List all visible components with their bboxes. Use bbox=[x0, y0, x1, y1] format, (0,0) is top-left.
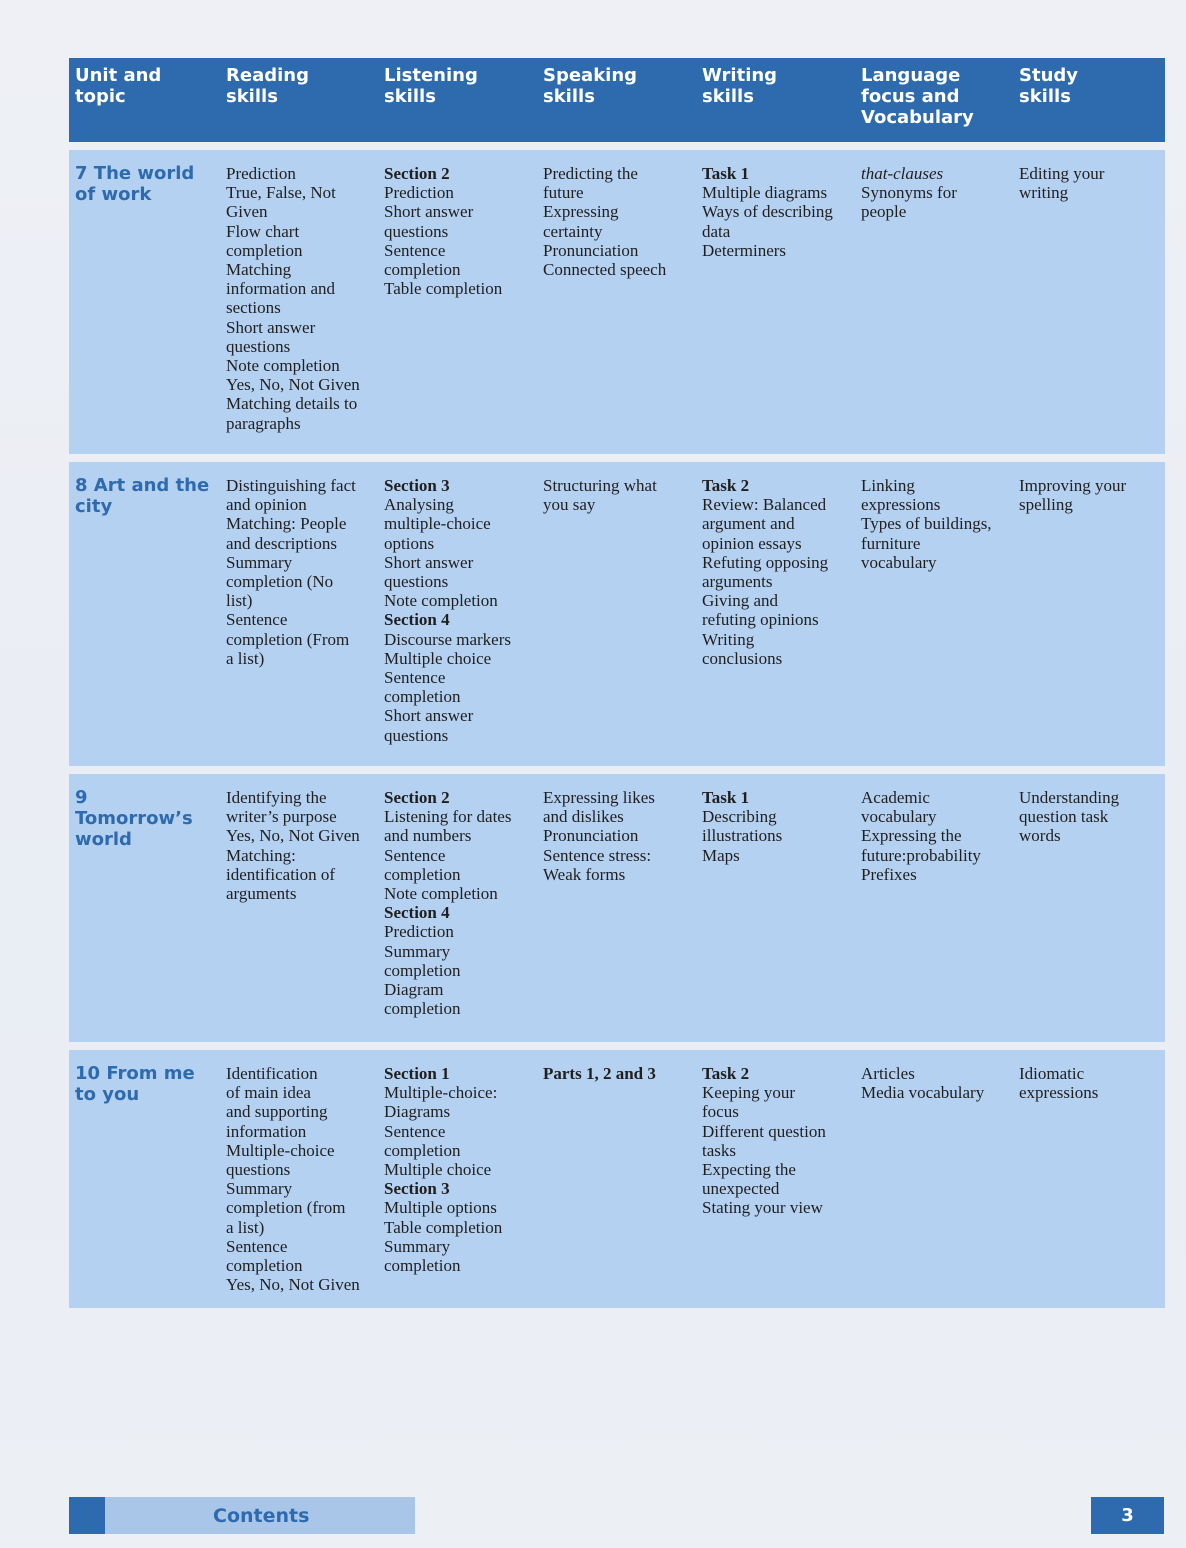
skill-item: Short answer questions bbox=[384, 706, 474, 745]
skill-item: Predicting the future bbox=[543, 164, 638, 203]
skill-item: Note completion bbox=[384, 884, 498, 904]
language-focus-cell bbox=[855, 1050, 1013, 1308]
skill-item: Parts 1, 2 and 3 bbox=[543, 1064, 656, 1083]
skill-item: Linking expressions bbox=[861, 476, 941, 515]
study-skills-cell bbox=[1013, 1050, 1165, 1308]
header-unit-and-topic: Unit and topic bbox=[75, 65, 162, 107]
skill-item: Prefixes bbox=[861, 864, 917, 884]
skill-item: Expressing the future:probability bbox=[861, 826, 981, 865]
unit-row bbox=[69, 150, 1165, 454]
skill-item: Matching information and sections bbox=[226, 260, 336, 318]
listening-skills-cell bbox=[378, 462, 537, 766]
listening-skills-cell bbox=[378, 1050, 537, 1308]
speaking-skills-cell bbox=[537, 462, 696, 766]
unit-row bbox=[69, 462, 1165, 766]
skill-item: Matching details to paragraphs bbox=[226, 394, 358, 433]
skill-item: Multiple-choice questions bbox=[226, 1140, 335, 1180]
language-focus-cell bbox=[855, 150, 1013, 454]
reading-skills-cell bbox=[220, 1050, 378, 1308]
unit-topic-cell: 8 Art and the city bbox=[75, 475, 210, 517]
unit-topic-cell: 9 Tomorrow’s world bbox=[75, 787, 193, 850]
skill-item: Diagram completion bbox=[384, 980, 461, 1019]
unit-topic-cell: 10 From me to you bbox=[75, 1063, 195, 1105]
skill-item: Summary completion (No list) bbox=[226, 552, 334, 611]
skill-item: Expressing certainty bbox=[543, 202, 619, 241]
skill-item: Analysing multiple-choice options bbox=[384, 495, 491, 553]
skill-item: Sentence completion (From a list) bbox=[226, 610, 350, 668]
unit-topic-cell: 7 The world of work bbox=[75, 163, 195, 205]
skill-item: Structuring what you say bbox=[543, 476, 657, 515]
skill-item: Discourse markers bbox=[384, 629, 511, 649]
skill-item: Determiners bbox=[702, 240, 787, 260]
writing-skills-cell bbox=[696, 150, 855, 454]
skill-item: Task 2 bbox=[702, 1064, 750, 1083]
speaking-skills-cell bbox=[537, 774, 696, 1042]
skill-item: Flow chart completion bbox=[226, 221, 303, 260]
reading-skills-cell bbox=[220, 150, 378, 454]
skill-item: Synonyms for people bbox=[861, 183, 957, 222]
listening-skills-cell bbox=[378, 150, 537, 454]
skill-item: Giving and refuting opinions bbox=[702, 591, 819, 630]
page-number: 3 bbox=[1091, 1497, 1164, 1534]
skill-item: Section 4 bbox=[384, 903, 450, 923]
speaking-skills-cell bbox=[537, 150, 696, 454]
reading-skills-cell bbox=[220, 462, 378, 766]
skill-item: Summary completion bbox=[384, 941, 461, 980]
skill-item: Section 3 bbox=[384, 1179, 450, 1199]
skill-item: Identification of main idea and supporting information bbox=[226, 1064, 328, 1141]
writing-skills-cell bbox=[696, 462, 855, 766]
skill-item: Understanding question task words bbox=[1019, 788, 1120, 846]
skill-item: Connected speech bbox=[543, 260, 667, 280]
skill-item: Short answer questions bbox=[384, 552, 474, 592]
skill-item: Section 2 bbox=[384, 164, 450, 183]
header-listening-skills: Listening skills bbox=[384, 65, 478, 107]
writing-skills-cell bbox=[696, 1050, 855, 1308]
skill-item: Yes, No, Not Given bbox=[226, 375, 360, 395]
unit-row bbox=[69, 774, 1165, 1042]
skill-item: Weak forms bbox=[543, 864, 626, 884]
skill-item: Identifying the writer’s purpose bbox=[226, 788, 337, 827]
table-header-row bbox=[69, 58, 1165, 142]
speaking-skills-cell bbox=[537, 1050, 696, 1308]
skill-item: Matching: identification of arguments bbox=[226, 845, 336, 904]
skill-item: Yes, No, Not Given bbox=[226, 1275, 360, 1295]
skill-item: Multiple-choice: Diagrams bbox=[384, 1083, 498, 1122]
skill-item: Ways of describing data bbox=[702, 202, 833, 241]
skill-item: Section 2 bbox=[384, 788, 450, 807]
skill-item: Note completion bbox=[384, 591, 498, 611]
skill-item: Task 2 bbox=[702, 476, 750, 495]
skill-item: Writing conclusions bbox=[702, 629, 783, 668]
header-study-skills: Study skills bbox=[1019, 65, 1079, 107]
skill-item: Note completion bbox=[226, 356, 340, 376]
header-reading-skills: Reading skills bbox=[226, 65, 309, 107]
skill-item: that-clauses bbox=[861, 164, 944, 183]
skill-item: Expecting the unexpected bbox=[702, 1160, 796, 1199]
reading-skills-cell bbox=[220, 774, 378, 1042]
skill-item: Matching: People and descriptions bbox=[226, 514, 347, 553]
skill-item: Editing your writing bbox=[1019, 164, 1105, 203]
skill-item: Prediction bbox=[226, 164, 296, 183]
study-skills-cell bbox=[1013, 462, 1165, 766]
skill-item: Multiple options bbox=[384, 1198, 497, 1218]
skill-item: Sentence stress: bbox=[543, 845, 652, 865]
header-writing-skills: Writing skills bbox=[702, 65, 778, 107]
skill-item: Short answer questions bbox=[384, 202, 474, 241]
footer-accent-block bbox=[69, 1497, 105, 1534]
footer-contents-bar bbox=[69, 1497, 415, 1534]
unit-row bbox=[69, 1050, 1165, 1308]
skill-item: Sentence completion bbox=[384, 845, 461, 884]
skill-item: Prediction bbox=[384, 183, 454, 203]
skill-item: Pronunciation bbox=[543, 826, 639, 846]
header-language-focus: Language focus and Vocabulary bbox=[861, 65, 974, 128]
skill-item: Yes, No, Not Given bbox=[226, 826, 360, 846]
skill-item: Table completion bbox=[384, 279, 503, 299]
skill-item: Review: Balanced argument and opinion essays bbox=[702, 495, 827, 553]
skill-item: Types of buildings, furniture vocabulary bbox=[861, 514, 992, 572]
skill-item: Sentence completion bbox=[384, 668, 461, 707]
skill-item: Academic vocabulary bbox=[861, 788, 937, 827]
skill-item: Sentence completion bbox=[384, 240, 461, 280]
skill-item: Distinguishing fact and opinion bbox=[226, 476, 356, 515]
listening-skills-cell bbox=[378, 774, 537, 1042]
skill-item: Articles bbox=[861, 1064, 915, 1083]
skill-item: Section 3 bbox=[384, 476, 450, 495]
skill-item: Summary completion (from a list) bbox=[226, 1179, 346, 1237]
skill-item: Different question tasks bbox=[702, 1121, 826, 1160]
skill-item: Multiple choice bbox=[384, 1160, 492, 1180]
skill-item: Task 1 bbox=[702, 788, 750, 807]
study-skills-cell bbox=[1013, 150, 1165, 454]
writing-skills-cell bbox=[696, 774, 855, 1042]
skill-item: Improving your spelling bbox=[1019, 476, 1127, 515]
skill-item: Maps bbox=[702, 845, 740, 865]
skill-item: Media vocabulary bbox=[861, 1083, 985, 1103]
skill-item: Pronunciation bbox=[543, 240, 639, 260]
skill-item: Describing illustrations bbox=[702, 807, 783, 846]
study-skills-cell bbox=[1013, 774, 1165, 1042]
skill-item: Sentence completion bbox=[384, 1121, 461, 1160]
skill-item: Stating your view bbox=[702, 1198, 823, 1218]
language-focus-cell bbox=[855, 774, 1013, 1042]
skill-item: Keeping your focus bbox=[702, 1083, 796, 1122]
header-speaking-skills: Speaking skills bbox=[543, 65, 638, 107]
skill-item: True, False, Not Given bbox=[226, 183, 336, 222]
skill-item: Multiple choice bbox=[384, 648, 492, 668]
skill-item: Short answer questions bbox=[226, 317, 316, 356]
skill-item: Section 4 bbox=[384, 610, 450, 630]
skill-item: Section 1 bbox=[384, 1064, 450, 1083]
skill-item: Prediction bbox=[384, 922, 454, 942]
skill-item: Sentence completion bbox=[226, 1236, 303, 1276]
skill-item: Refuting opposing arguments bbox=[702, 552, 829, 592]
contents-table bbox=[69, 58, 1165, 1308]
skill-item: Idiomatic expressions bbox=[1019, 1064, 1099, 1103]
table-body bbox=[69, 150, 1165, 1308]
skill-item: Summary completion bbox=[384, 1236, 461, 1276]
footer-label: Contents bbox=[213, 1504, 310, 1527]
skill-item: Listening for dates and numbers bbox=[384, 807, 512, 846]
skill-item: Multiple diagrams bbox=[702, 183, 828, 203]
skill-item: Task 1 bbox=[702, 164, 750, 183]
language-focus-cell bbox=[855, 462, 1013, 766]
skill-item: Table completion bbox=[384, 1217, 503, 1237]
skill-item: Expressing likes and dislikes bbox=[543, 788, 655, 827]
